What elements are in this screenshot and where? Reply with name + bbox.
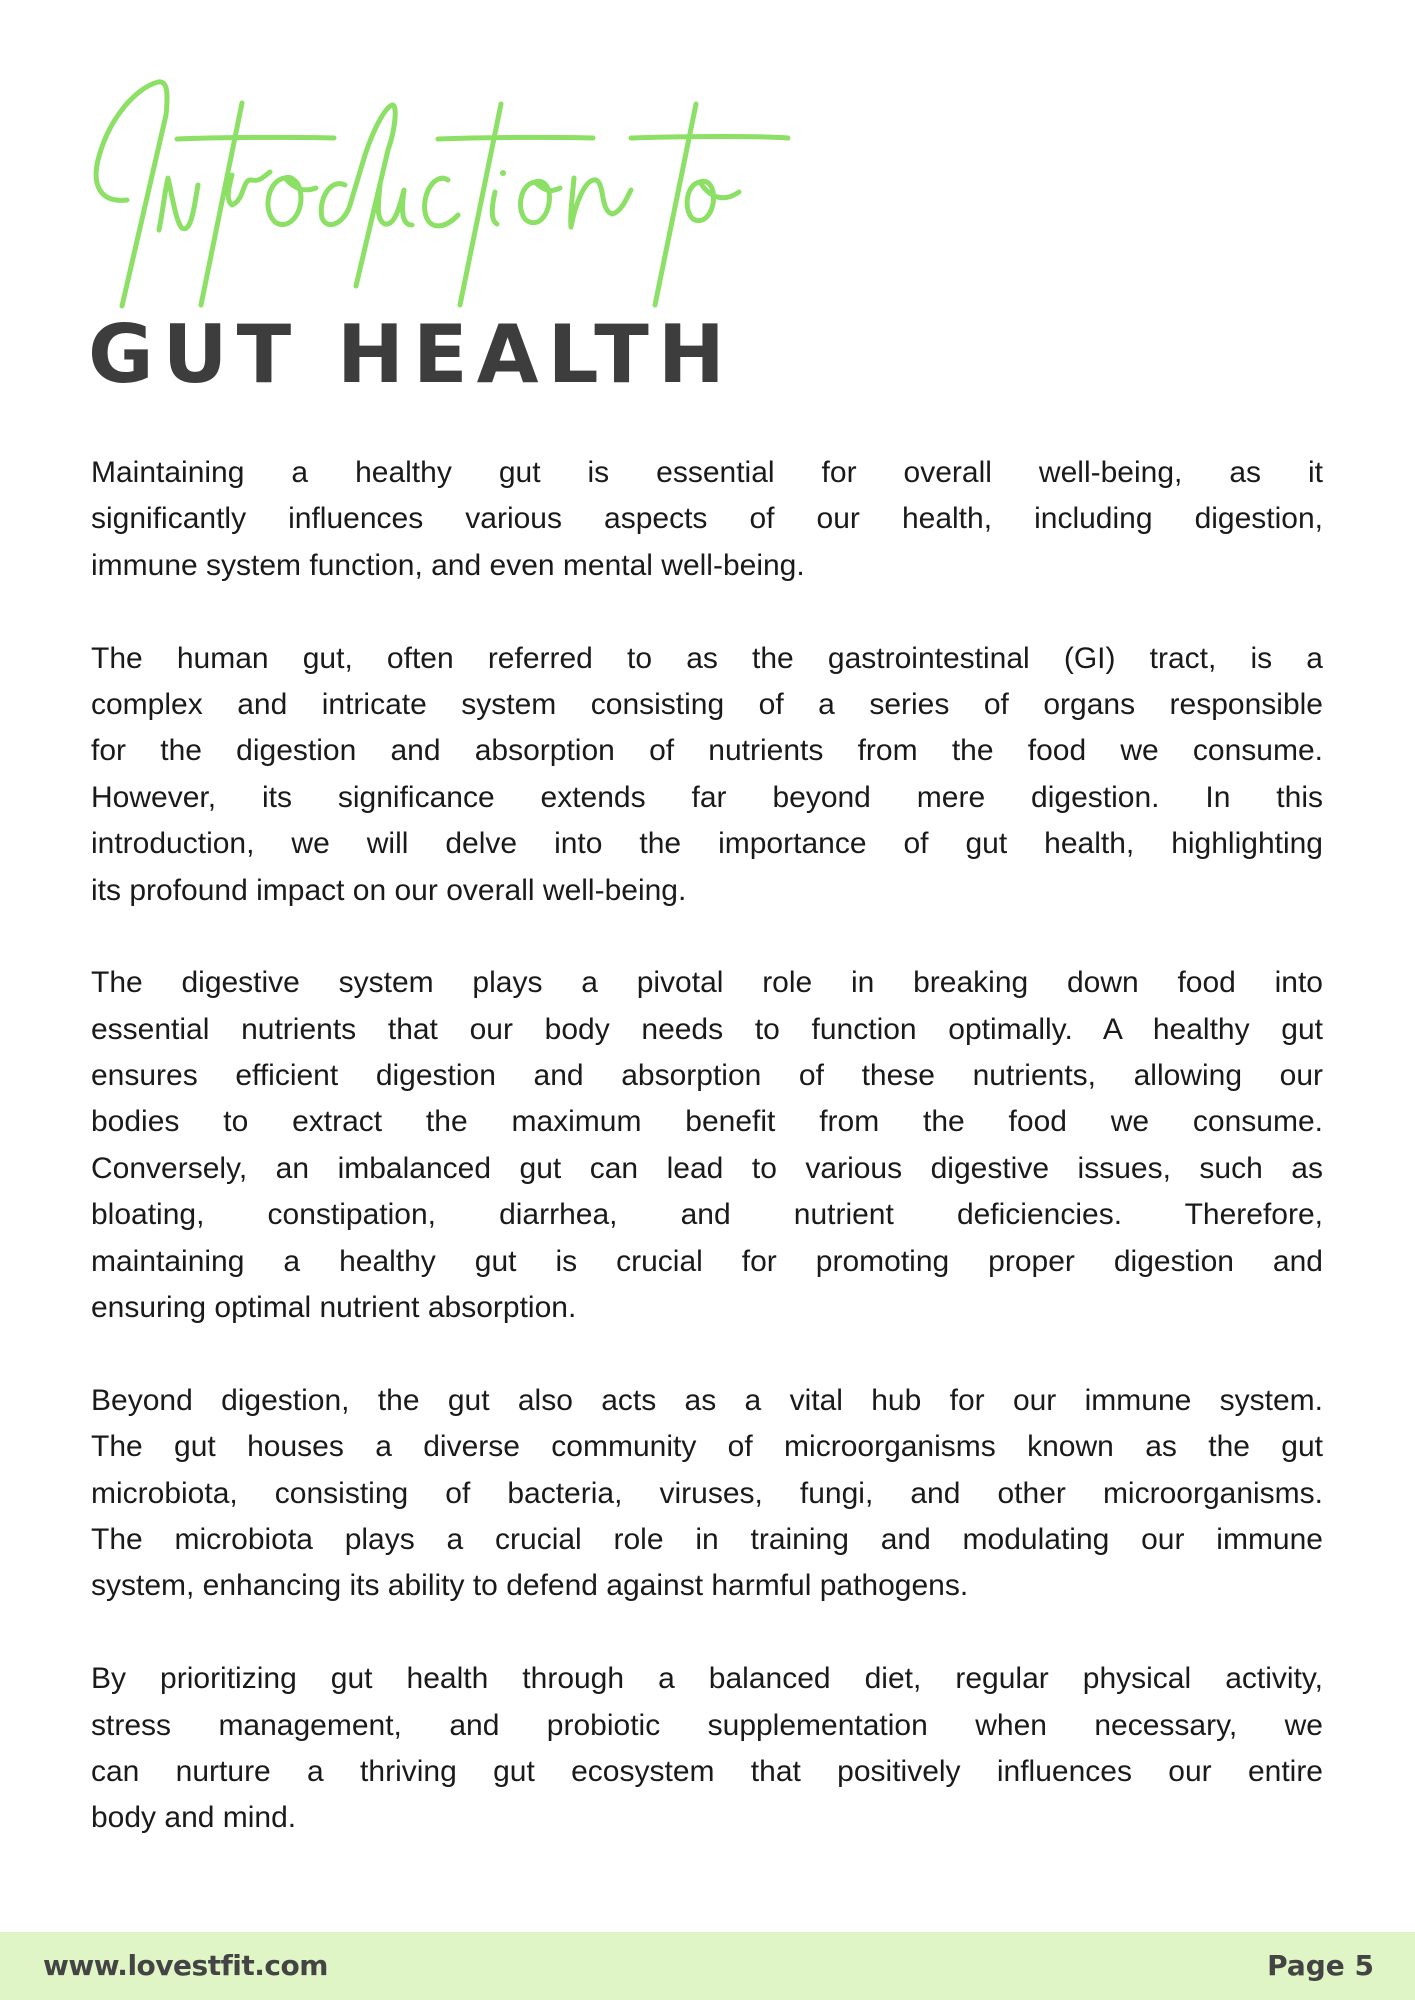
text-line: can nurture a thriving gut ecosystem that positively influences our entire bbox=[91, 1754, 1323, 1788]
script-title bbox=[80, 70, 820, 320]
body-text bbox=[91, 450, 1323, 1888]
text-line: ensuring optimal nutrient absorption. bbox=[91, 1291, 577, 1325]
paragraph bbox=[91, 636, 1323, 914]
text-line: Maintaining a healthy gut is essential for overall well-being, as it bbox=[91, 456, 1323, 489]
text-line: microbiota, consisting of bacteria, viruses, fungi, and other microorganisms. bbox=[91, 1476, 1323, 1510]
text-line: introduction, we will delve into the importance of gut health, highlighting bbox=[91, 827, 1323, 861]
text-line: The microbiota plays a crucial role in training and modulating our immune bbox=[91, 1522, 1323, 1556]
text-line: The digestive system plays a pivotal role in breaking down food into bbox=[91, 966, 1323, 1000]
text-line: Beyond digestion, the gut also acts as a vital hub for our immune system. bbox=[91, 1383, 1323, 1417]
text-line: system, enhancing its ability to defend against harmful pathogens. bbox=[91, 1569, 969, 1603]
text-line: essential nutrients that our body needs to function optimally. A healthy gut bbox=[91, 1012, 1323, 1046]
text-line: complex and intricate system consisting of a series of organs responsible bbox=[91, 687, 1323, 721]
paragraph bbox=[91, 1656, 1323, 1842]
paragraph bbox=[91, 960, 1323, 1331]
text-line: significantly influences various aspects of our health, including digestion, bbox=[91, 502, 1323, 536]
text-line: The human gut, often referred to as the gastrointestinal (GI) tract, is a bbox=[91, 641, 1323, 675]
text-line: body and mind. bbox=[91, 1801, 297, 1835]
text-line: its profound impact on our overall well-being. bbox=[91, 873, 687, 907]
text-line: The gut houses a diverse community of microorganisms known as the gut bbox=[91, 1430, 1323, 1464]
text-line: stress management, and probiotic supplementation when necessary, we bbox=[91, 1708, 1323, 1742]
text-line: By prioritizing gut health through a balanced diet, regular physical activity, bbox=[91, 1662, 1323, 1696]
text-line: immune system function, and even mental well-being. bbox=[91, 548, 805, 582]
text-line: ensures efficient digestion and absorption of these nutrients, allowing our bbox=[91, 1059, 1323, 1093]
text-line: bodies to extract the maximum benefit from the food we consume. bbox=[91, 1105, 1323, 1139]
text-line: However, its significance extends far beyond mere digestion. In this bbox=[91, 780, 1323, 814]
footer-bar bbox=[0, 1932, 1415, 2000]
script-title-lettering bbox=[80, 70, 820, 320]
page-heading: GUT HEALTH bbox=[88, 308, 734, 401]
text-line: bloating, constipation, diarrhea, and nutrient deficiencies. Therefore, bbox=[91, 1198, 1323, 1232]
page-number: Page 5 bbox=[1267, 1949, 1374, 1982]
text-line: for the digestion and absorption of nutrients from the food we consume. bbox=[91, 734, 1323, 768]
paragraph bbox=[91, 1378, 1323, 1610]
text-line: Conversely, an imbalanced gut can lead to various digestive issues, such as bbox=[91, 1151, 1323, 1185]
footer-website-link[interactable]: www.lovestfit.com bbox=[43, 1949, 328, 1982]
paragraph bbox=[91, 450, 1323, 589]
text-line: maintaining a healthy gut is crucial for promoting proper digestion and bbox=[91, 1244, 1323, 1278]
